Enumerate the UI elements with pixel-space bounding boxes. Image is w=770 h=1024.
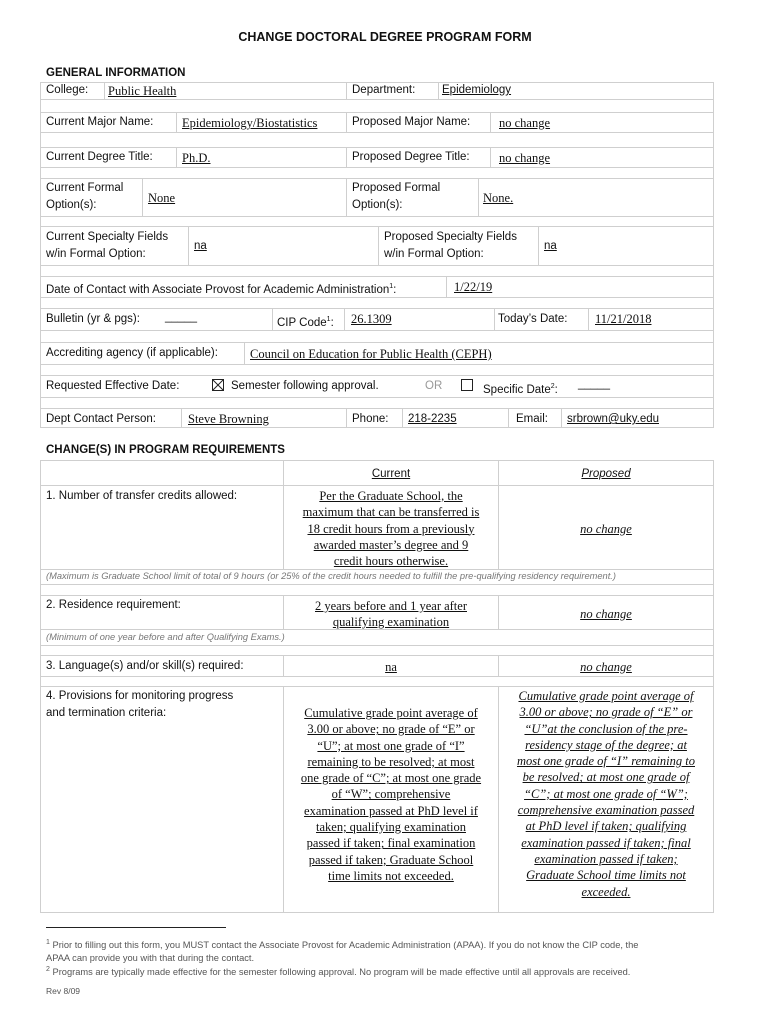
cip-field[interactable]: 26.1309 [351, 312, 392, 326]
proposed-column-header: Proposed [581, 468, 631, 480]
current-major-label: Current Major Name: [46, 116, 154, 128]
effective-date-label: Requested Effective Date: [46, 380, 180, 392]
email-label: Email: [516, 413, 548, 425]
phone-field[interactable]: 218-2235 [408, 413, 457, 425]
transfer-credits-note: (Maximum is Graduate School limit of total of 9 hours (or 25% of the credit hours needed to fulfill the pre-qualifying residency requirement.) [46, 571, 616, 581]
changes-heading: CHANGE(S) IN PROGRAM REQUIREMENTS [46, 444, 285, 456]
proposed-degree-field[interactable]: no change [499, 151, 551, 165]
proposed-specialty-field[interactable]: na [544, 240, 557, 252]
current-specialty-label: Current Specialty Fields w/in Formal Option: [46, 231, 169, 260]
current-formal-label: Current Formal Option(s): [46, 182, 124, 211]
specific-date-label: Specific Date$^2$: [483, 383, 558, 396]
current-degree-field[interactable]: Ph.D. [182, 151, 211, 165]
accrediting-field[interactable]: Council on Education for Public Health (CEPH) [250, 347, 492, 361]
department-field[interactable]: Epidemiology [442, 84, 512, 96]
proposed-specialty-label: Proposed Specialty Fields w/in Formal Option: [384, 231, 517, 260]
specific-date-field[interactable]: _____ [578, 378, 610, 390]
department-label: Department: [352, 84, 416, 96]
today-label: Today’s Date: [498, 313, 568, 325]
phone-label: Phone: [352, 413, 389, 425]
specific-date-checkbox[interactable] [461, 379, 473, 391]
proposed-formal-field[interactable]: None. [483, 191, 514, 205]
form-title: CHANGE DOCTORAL DEGREE PROGRAM FORM [238, 30, 532, 44]
monitoring-proposed[interactable]: Cumulative grade point average of 3.00 or above; no grade of “E” or “U”at the conclusion of the pre- residency stage of the degree; at most one grade of “I” remaining to be resolved; at most one grade of “C”; at most one grade of “W”; comprehensive examination passed at PhD level if taken; qualifying examination passed if taken; final examination passed if taken; Graduate School time limits not exceeded. [516, 689, 695, 899]
proposed-formal-label: Proposed Formal Option(s): [352, 182, 441, 211]
transfer-credits-label: 1. Number of transfer credits allowed: [46, 490, 238, 502]
contact-date-label: Date of Contact with Associate Provost for Academic Administration$^1$: [46, 283, 397, 296]
residence-note: (Minimum of one year before and after Qualifying Exams.) [46, 632, 285, 642]
language-label: 3. Language(s) and/or skill(s) required: [46, 660, 244, 672]
semester-option-label: Semester following approval. [231, 380, 379, 392]
cip-label: CIP Code$^1$: [277, 316, 334, 329]
footnote-divider [46, 927, 226, 928]
monitoring-label: 4. Provisions for monitoring progress and termination criteria: [46, 690, 234, 719]
language-current[interactable]: na [385, 660, 397, 674]
accrediting-label: Accrediting agency (if applicable): [46, 347, 218, 359]
contact-date-field[interactable]: 1/22/19 [454, 280, 493, 294]
monitoring-current[interactable]: Cumulative grade point average of 3.00 or above; no grade of “E” or “U”; at most one grade of “I” remaining to be resolved; at most one grade of “C”; at most one grade of “W”; comprehensive examination passed at PhD level if taken; qualifying examination passed if taken; final examination passed if taken; Graduate School time limits not exceeded. [300, 706, 482, 883]
proposed-major-label: Proposed Major Name: [352, 116, 471, 128]
proposed-major-field[interactable]: no change [499, 116, 551, 130]
residence-proposed[interactable]: no change [580, 607, 632, 621]
current-formal-field[interactable]: None [148, 191, 176, 205]
transfer-credits-current[interactable]: Per the Graduate School, the maximum that can be transferred is 18 credit hours from a previously awarded master’s degree and 9 credit hours otherwise. [302, 489, 480, 569]
transfer-credits-proposed[interactable]: no change [580, 522, 632, 536]
current-column-header: Current [371, 468, 411, 480]
current-major-field[interactable]: Epidemiology/Biostatistics [182, 116, 318, 130]
college-field[interactable]: Public Health [108, 84, 177, 98]
current-specialty-field[interactable]: na [194, 240, 207, 252]
college-label: College: [46, 84, 89, 96]
footnote-1: $^1$ Prior to filling out this form, you MUST contact the Associate Provost for Academic Administration (APAA). If you do not know the CIP code, the APAA can provide you with that during the contact. [46, 939, 639, 964]
email-field[interactable]: srbrown@uky.edu [567, 413, 659, 425]
general-information-heading: GENERAL INFORMATION [46, 67, 186, 79]
footnote-2: $^2$ Programs are typically made effective for the semester following approval. No program will be made effective until all approvals are received. [46, 966, 631, 978]
bulletin-field[interactable]: _____ [165, 311, 197, 323]
current-degree-label: Current Degree Title: [46, 151, 153, 163]
semester-checkbox[interactable] [212, 379, 224, 391]
contact-person-field[interactable]: Steve Browning [188, 412, 269, 426]
contact-person-label: Dept Contact Person: [46, 413, 156, 425]
today-field[interactable]: 11/21/2018 [595, 312, 652, 326]
bulletin-label: Bulletin (yr & pgs): [46, 313, 140, 325]
revision-note: Rev 8/09 [46, 986, 81, 996]
residence-label: 2. Residence requirement: [46, 599, 181, 611]
or-text: OR [425, 380, 443, 392]
language-proposed[interactable]: no change [580, 660, 632, 674]
residence-current[interactable]: 2 years before and 1 year after qualifying examination [315, 599, 467, 630]
checkmark-x-icon [213, 380, 223, 390]
proposed-degree-label: Proposed Degree Title: [352, 151, 470, 163]
